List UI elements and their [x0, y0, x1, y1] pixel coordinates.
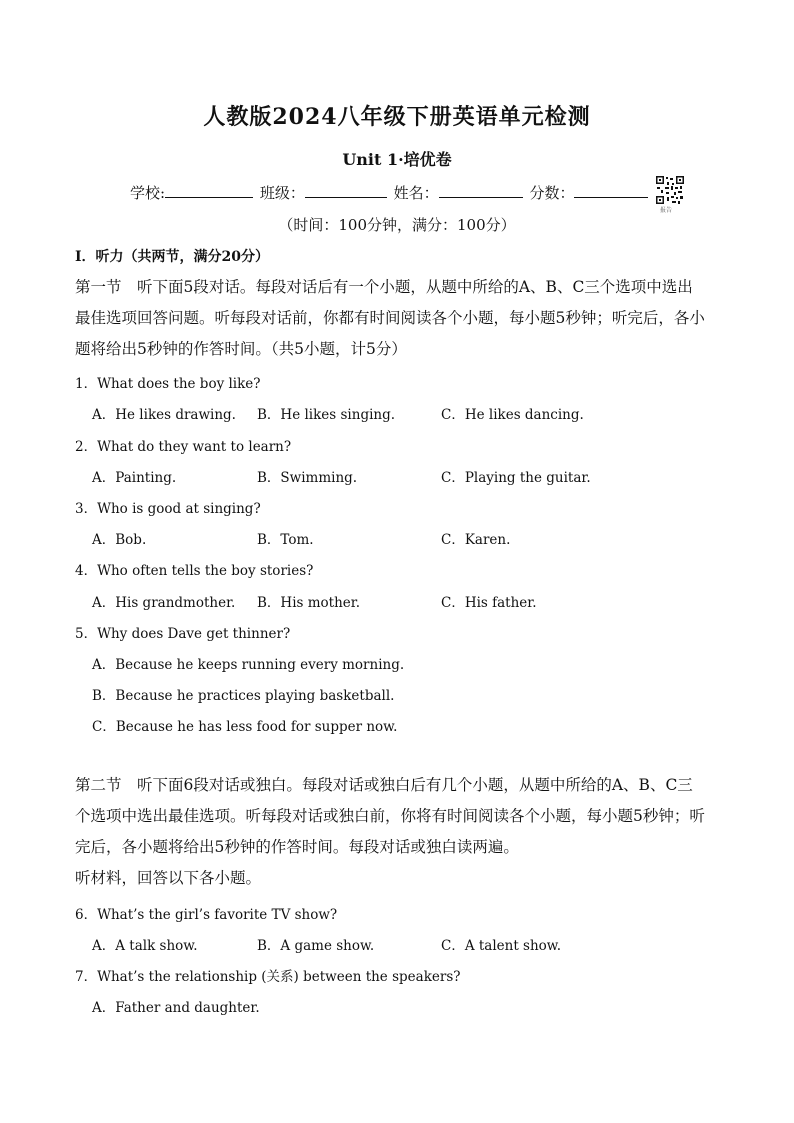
instruction-line: 最佳选项回答问题。听每段对话前，你都有时间阅读各个小题，每小题5秒钟；听完后，各小 [75, 309, 705, 327]
option-a: A．A talk show. [92, 938, 198, 954]
option-a: A．Painting. [92, 470, 177, 486]
option-b: B．Because he practices playing basketball. [92, 688, 395, 704]
option-a: A．Father and daughter. [92, 1000, 260, 1016]
question-stem: 7．What’s the relationship (关系) between the speakers? [75, 969, 461, 985]
option-a: A．He likes drawing. [92, 407, 236, 423]
instruction-line: 完后，各小题将给出5秒钟的作答时间。每段对话或独白读两遍。 [75, 838, 519, 856]
school-blank [165, 183, 253, 198]
time-info: （时间：100分钟，满分：100分） [278, 216, 516, 234]
question-stem: 6．What’s the girl’s favorite TV show? [75, 907, 338, 923]
part2-instructions [75, 770, 725, 894]
class-blank [305, 183, 387, 198]
name-blank [439, 183, 523, 198]
exam-title: 人教版2024八年级下册英语单元检测 [203, 104, 591, 130]
section-heading-listening: I．听力（共两节，满分20分） [75, 249, 270, 265]
qr-code-icon [655, 175, 685, 205]
option-b: B．Tom. [257, 532, 314, 548]
option-a: A．His grandmother. [92, 595, 236, 611]
exam-subtitle: Unit 1·培优卷 [342, 150, 452, 169]
instruction-line: 听材料，回答以下各小题。 [75, 869, 262, 887]
instruction-line: 第一节 听下面5段对话。每段对话后有一个小题，从题中所给的A、B、C三个选项中选出 [75, 278, 693, 296]
school-label: 学校: [130, 184, 166, 202]
option-c: C．Because he has less food for supper now. [92, 719, 398, 735]
score-label: 分数： [529, 184, 575, 202]
name-label: 姓名： [393, 184, 439, 202]
question-stem: 5．Why does Dave get thinner? [75, 626, 291, 642]
option-c: C．Karen. [441, 532, 511, 548]
class-label: 班级： [259, 184, 305, 202]
instruction-line: 个选项中选出最佳选项。听每段对话或独白前，你将有时间阅读各个小题，每小题5秒钟；听 [75, 807, 705, 825]
option-c: C．He likes dancing. [441, 407, 584, 423]
question-stem: 4．Who often tells the boy stories? [75, 563, 314, 579]
qr-caption: 报告 [660, 207, 673, 214]
question-stem: 1．What does the boy like? [75, 376, 261, 392]
score-blank [574, 183, 648, 198]
option-a: A．Because he keeps running every morning. [92, 657, 405, 673]
option-b: B．His mother. [257, 595, 361, 611]
student-info-line [130, 182, 650, 203]
option-c: C．His father. [441, 595, 537, 611]
instruction-line: 题将给出5秒钟的作答时间。（共5小题，计5分） [75, 340, 407, 358]
option-c: C．A talent show. [441, 938, 562, 954]
option-b: B．Swimming. [257, 470, 358, 486]
option-b: B．A game show. [257, 938, 375, 954]
instruction-line: 第二节 听下面6段对话或独白。每段对话或独白后有几个小题，从题中所给的A、B、C三 [75, 776, 693, 794]
option-c: C．Playing the guitar. [441, 470, 591, 486]
option-a: A．Bob. [92, 532, 147, 548]
question-stem: 2．What do they want to learn? [75, 439, 292, 455]
part1-instructions [75, 272, 725, 365]
question-stem: 3．Who is good at singing? [75, 501, 261, 517]
option-b: B．He likes singing. [257, 407, 396, 423]
